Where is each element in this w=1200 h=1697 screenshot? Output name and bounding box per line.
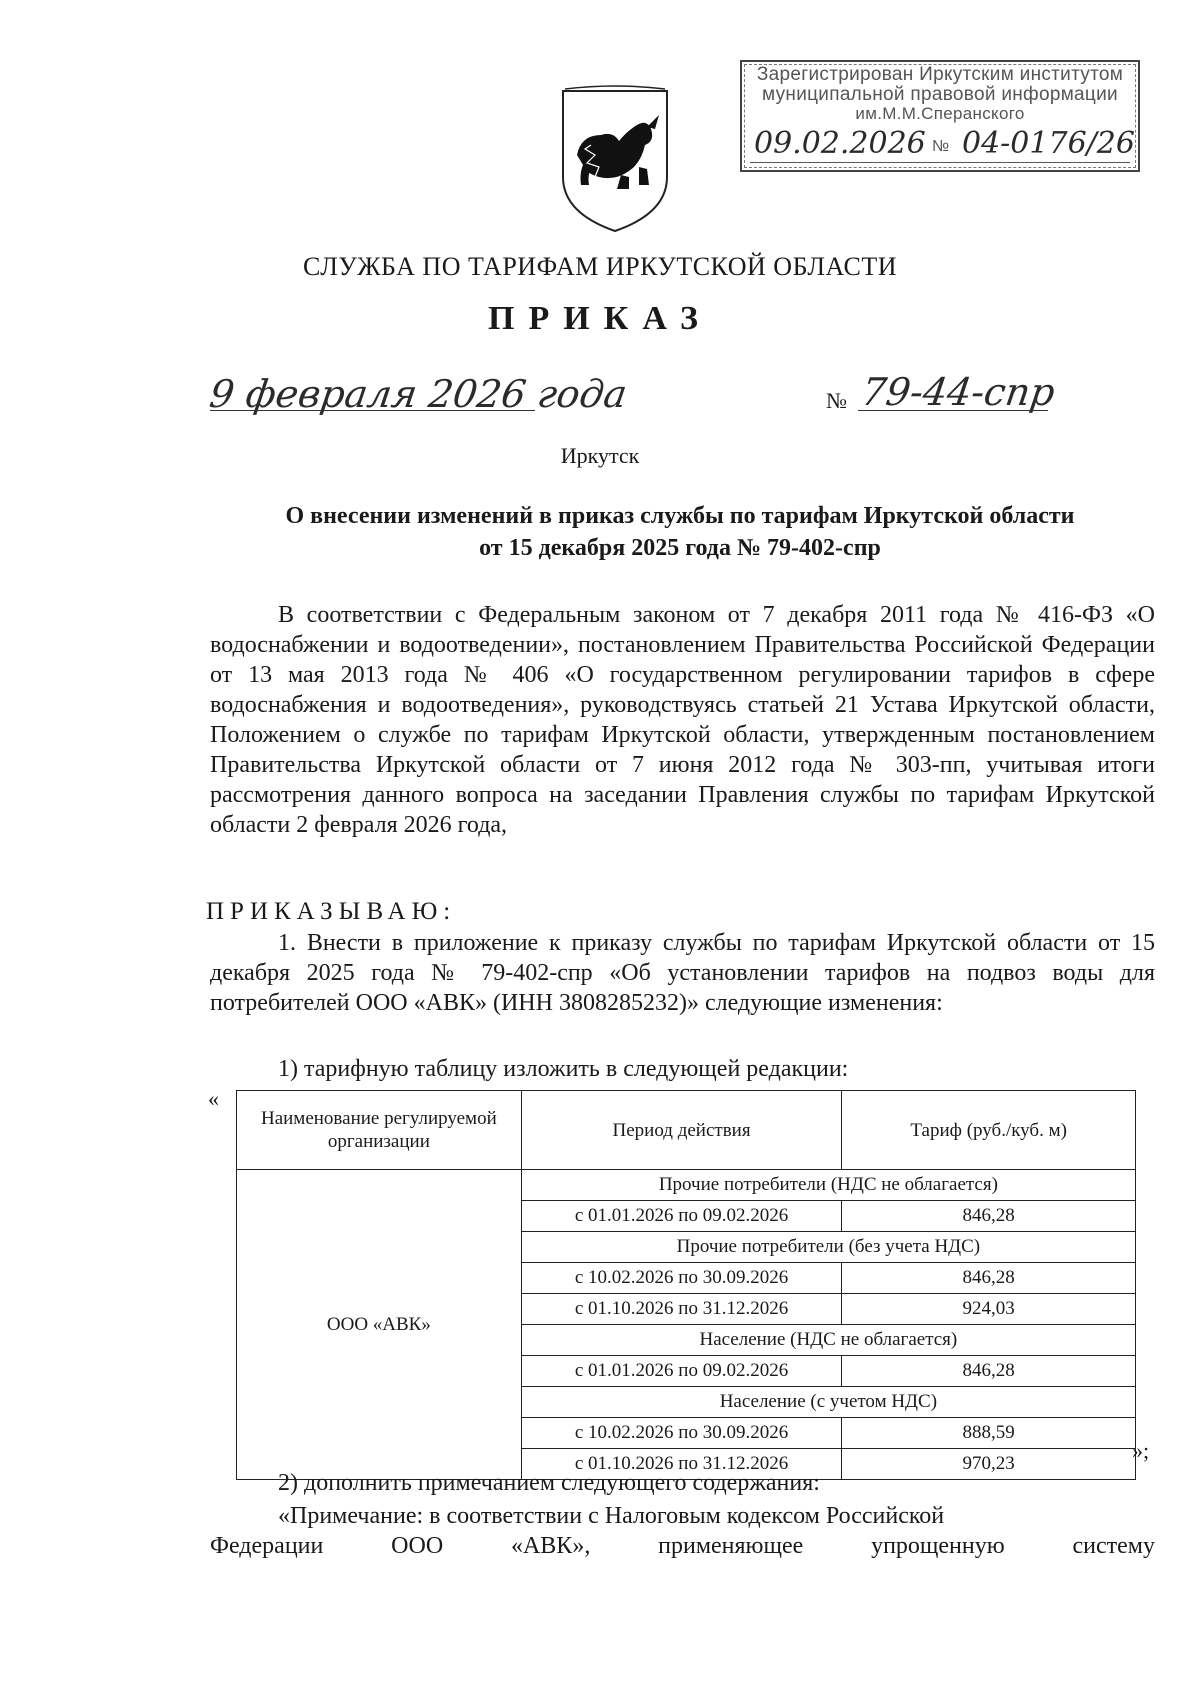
tariff-cell: 924,03 [842, 1294, 1136, 1325]
stamp-date: 09.02.2026 [754, 126, 926, 161]
stamp-number: 04-0176/26 [962, 126, 1135, 161]
note-word: применяющее [658, 1533, 804, 1559]
consumer-group-title: Прочие потребители (НДС не облагается) [521, 1170, 1135, 1201]
subject-line-1: О внесении изменений в приказ службы по тарифам Иркутской области [285, 503, 1075, 529]
table-header-cell: Тариф (руб./куб. м) [842, 1091, 1136, 1170]
preamble-paragraph: В соответствии с Федеральным законом от 7 декабря 2011 года № 416-ФЗ «О водоснабжении и водоотведении», постановлением Правительства Российской Федерации от 13 мая 2013 года № 406 «О государственном регулировании тарифов в сфере водоснабжения и водоотведения», руководствуясь статьей 21 Устава Иркутской области, Положением о службе по тарифам Иркутской области, утвержденным постановлением Правительства Иркутской области от 7 июня 2012 года № 303-пп, учитывая итоги рассмотрения данного вопроса на заседании Правления службы по тарифам Иркутской области 2 февраля 2026 года, [210, 602, 1155, 838]
item-1-2-paragraph: 2) дополнить примечанием следующего содержания: [278, 1470, 820, 1496]
note-word: ООО [391, 1533, 444, 1559]
tariff-table [236, 1090, 1136, 1480]
consumer-group-title: Прочие потребители (без учета НДС) [521, 1232, 1135, 1263]
consumer-group-title: Население (НДС не облагается) [521, 1325, 1135, 1356]
table-header-cell: Период действия [521, 1091, 842, 1170]
note-word: Федерации [210, 1533, 324, 1559]
table-header-row [237, 1091, 1136, 1170]
stamp-line-1: Зарегистрирован Иркутским институтом [756, 64, 1124, 85]
city: Иркутск [560, 443, 640, 468]
item-1-paragraph: 1. Внести в приложение к приказу службы по тарифам Иркутской области от 15 декабря 2025 года № 79-402-спр «Об установлении тарифов на подвоз воды для потребителей ООО «АВК» (ИНН 3808285232)» следующие изменения: [210, 930, 1155, 1016]
tariff-cell: 888,59 [842, 1418, 1136, 1449]
item-1-1-paragraph: 1) тарифную таблицу изложить в следующей редакции: [278, 1056, 849, 1082]
organization-cell: ООО «АВК» [237, 1170, 522, 1480]
table-row [237, 1170, 1136, 1201]
order-number-handwritten: 79-44-спр [858, 370, 1058, 414]
stamp-underline [750, 162, 1130, 163]
note-word: «АВК», [510, 1533, 591, 1559]
stamp-line-3: им.М.М.Сперанского [855, 104, 1025, 123]
table-quote-open: « [208, 1086, 219, 1111]
registration-stamp [740, 60, 1140, 172]
date-underline [210, 410, 535, 411]
order-directive: ПРИКАЗЫВАЮ: [206, 898, 457, 925]
note-line-1: «Примечание: в соответствии с Налоговым кодексом Российской [278, 1503, 945, 1529]
period-cell: с 01.01.2026 по 09.02.2026 [521, 1356, 842, 1387]
tariff-cell: 846,28 [842, 1201, 1136, 1232]
consumer-group-title: Население (с учетом НДС) [521, 1387, 1135, 1418]
tariff-cell: 970,23 [842, 1449, 1136, 1480]
table-quote-close: »; [1132, 1438, 1150, 1463]
note-word: систему [1072, 1533, 1155, 1559]
note-line-2 [210, 1531, 1155, 1561]
stamp-number-sign: № [932, 138, 950, 155]
order-subject [200, 500, 1160, 564]
tariff-cell: 846,28 [842, 1263, 1136, 1294]
agency-name: СЛУЖБА ПО ТАРИФАМ ИРКУТСКОЙ ОБЛАСТИ [303, 252, 897, 281]
table-header-cell: Наименование регулируемой организации [237, 1091, 522, 1170]
order-date-handwritten: 9 февраля 2026 года [206, 372, 630, 416]
stamp-line-2: муниципальной правовой информации [762, 84, 1118, 105]
subject-line-2: от 15 декабря 2025 года № 79-402-спр [479, 535, 881, 561]
note-word: упрощенную [871, 1533, 1005, 1559]
order-number-sign: № [826, 388, 847, 413]
period-cell: с 01.10.2026 по 31.12.2026 [521, 1449, 842, 1480]
period-cell: с 01.10.2026 по 31.12.2026 [521, 1294, 842, 1325]
order-title: ПРИКАЗ [488, 300, 712, 337]
number-underline [858, 410, 1048, 411]
period-cell: с 10.02.2026 по 30.09.2026 [521, 1263, 842, 1294]
coat-of-arms-icon [555, 85, 675, 235]
tariff-cell: 846,28 [842, 1356, 1136, 1387]
period-cell: с 10.02.2026 по 30.09.2026 [521, 1418, 842, 1449]
period-cell: с 01.01.2026 по 09.02.2026 [521, 1201, 842, 1232]
